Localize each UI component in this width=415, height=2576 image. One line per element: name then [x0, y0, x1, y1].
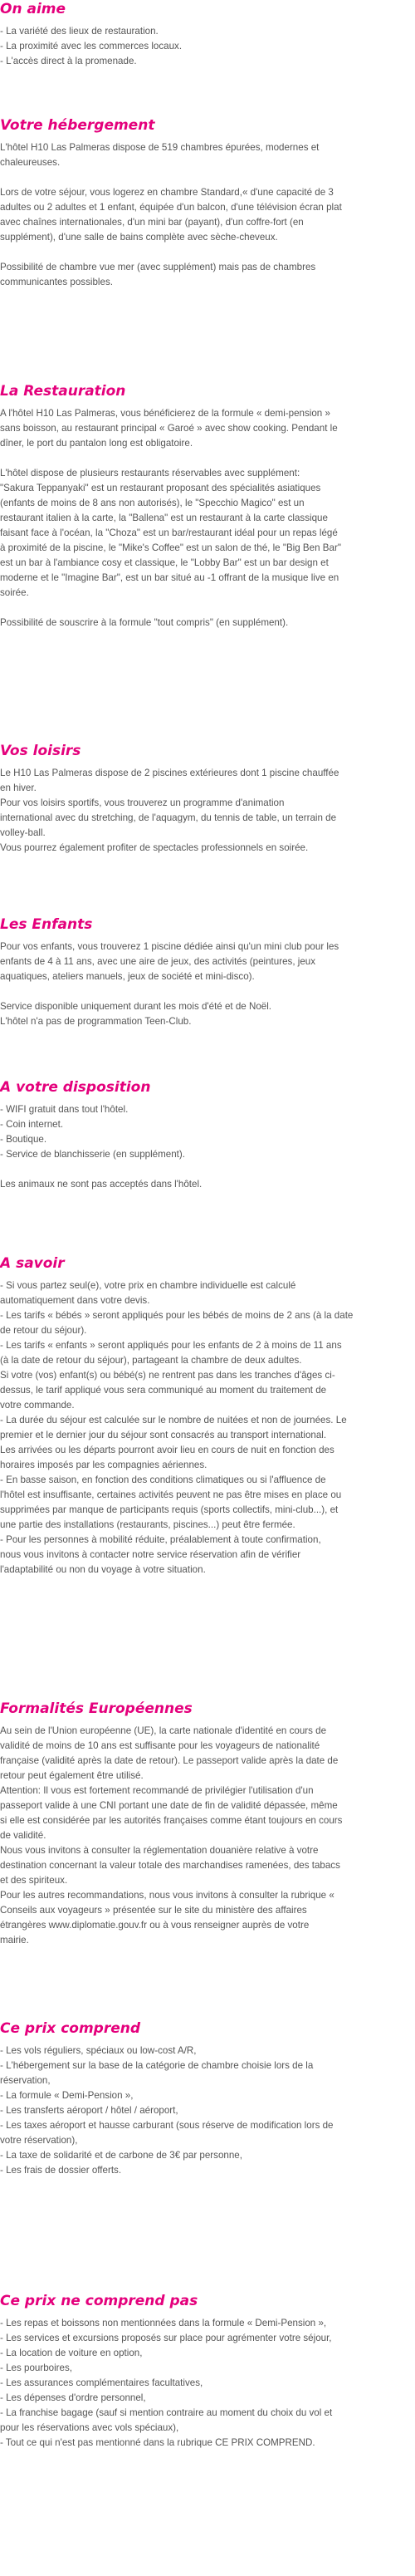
bullet-line: - Boutique. — [0, 1134, 47, 1145]
section-prix-comprend — [0, 2019, 415, 2178]
text-line: destination concernant la valeur totale des marchandises ramenées, des tabacs — [0, 1860, 340, 1871]
bullet-line: - Service de blanchisserie (en supplément). — [0, 1149, 185, 1160]
text-line: Possibilité de souscrire à la formule "tout compris" (en supplément). — [0, 617, 289, 628]
text-line: nous vous invitons à contacter notre service réservation afin de vérifier — [0, 1549, 301, 1560]
text-line: - Pour les personnes à mobilité réduite, préalablement à toute confirmation, — [0, 1534, 321, 1545]
text-line: automatiquement dans votre devis. — [0, 1295, 150, 1306]
text-line: de retour du séjour). — [0, 1325, 87, 1336]
text-line: - Les tarifs « bébés » seront appliqués pour les bébés de moins de 2 ans (à la date — [0, 1310, 354, 1321]
text-line: Pour vos enfants, vous trouverez 1 piscine dédiée ainsi qu'un mini club pour les — [0, 941, 339, 952]
section-title: A savoir — [0, 1255, 65, 1272]
section-prix-ne-comprend-pas — [0, 2292, 415, 2451]
section-title: A votre disposition — [0, 1079, 151, 1096]
bullet-line: - La taxe de solidarité et de carbone de 3€ par personne, — [0, 2150, 242, 2161]
bullet-line: - Coin internet. — [0, 1119, 64, 1130]
text-line: dîner, le port du pantalon long est obligatoire. — [0, 438, 193, 449]
text-line: adultes ou 2 adultes et 1 enfant, équipée d'un balcon, d'une télévision écran plat — [0, 202, 342, 213]
text-line: et des spiriteux. — [0, 1875, 68, 1886]
text-line: enfants de 4 à 11 ans, avec une aire de jeux, des activités (peintures, jeux — [0, 956, 316, 967]
text-line: Service disponible uniquement durant les mois d'été et de Noël. — [0, 1001, 272, 1012]
section-title: Ce prix comprend — [0, 2020, 141, 2037]
text-line: de validité. — [0, 1830, 46, 1841]
text-line: française (validité après la date de retour). Le passeport valide après la date de — [0, 1755, 339, 1766]
text-line: - En basse saison, en fonction des conditions climatiques ou si l'affluence de — [0, 1474, 326, 1485]
section-title: Les Enfants — [0, 916, 93, 933]
text-line: est un bar à l'ambiance cosy et classique, le "Lobby Bar" est un bar design et — [0, 557, 329, 568]
text-line: retour peut également être utilisé. — [0, 1770, 144, 1781]
bullet-line: - Les frais de dossier offerts. — [0, 2165, 122, 2176]
text-line: en hiver. — [0, 783, 37, 793]
text-line: validité de moins de 10 ans est suffisante pour les voyageurs de nationalité — [0, 1740, 320, 1751]
bullet-line: - Les dépenses d'ordre personnel, — [0, 2392, 146, 2403]
text-line: étrangères www.diplomatie.gouv.fr ou à vous renseigner auprès de votre — [0, 1920, 310, 1931]
text-line: à proximité de la piscine, le "Mike's Coffee" est un salon de thé, le "Big Ben Bar" — [0, 542, 341, 553]
text-line: soirée. — [0, 587, 29, 598]
bullet-line: pour les réservations avec vols spéciaux), — [0, 2422, 179, 2433]
bullet-line: - WIFI gratuit dans tout l'hôtel. — [0, 1104, 129, 1115]
bullet-line: - L'hébergement sur la base de la catégorie de chambre choisie lors de la — [0, 2060, 314, 2071]
text-line: avec chaînes internationales, d'un mini bar (payant), d'un coffre-fort (en — [0, 217, 304, 228]
text-line: Si votre (vos) enfant(s) ou bébé(s) ne rentrent pas dans les tranches d'âges ci- — [0, 1370, 335, 1381]
text-line: - Les tarifs « enfants » seront appliqués pour les enfants de 2 à moins de 11 ans — [0, 1340, 342, 1351]
text-line: (à la date de retour du séjour), partageant la chambre de deux adultes. — [0, 1355, 302, 1366]
bullet-line: - Les transferts aéroport / hôtel / aéroport, — [0, 2105, 178, 2116]
bullet-line: - La proximité avec les commerces locaux. — [0, 41, 183, 52]
bullet-line: - Les services et excursions proposés sur place pour agrémenter votre séjour, — [0, 2333, 332, 2343]
section-title: On aime — [0, 1, 66, 17]
text-line: passeport valide à une CNI portant une date de fin de validité dépassée, même — [0, 1800, 338, 1811]
text-line: L'hôtel dispose de plusieurs restaurants réservables avec supplément: — [0, 468, 300, 478]
text-line: l'hôtel est insuffisante, certaines activités peuvent ne pas être mises en place ou — [0, 1489, 342, 1500]
text-line: "Sakura Teppanyaki" est un restaurant proposant des spécialités asiatiques — [0, 483, 321, 493]
text-line: supprimées par manque de participants requis (sports collectifs, mini-club...), et — [0, 1504, 339, 1515]
section-title: Formalités Européennes — [0, 1700, 193, 1717]
bullet-line: - Les vols réguliers, spéciaux ou low-cost A/R, — [0, 2045, 197, 2056]
section-disposition — [0, 1078, 415, 1192]
section-title: Votre hébergement — [0, 117, 155, 134]
bullet-line: votre réservation), — [0, 2135, 78, 2146]
text-line: L'hôtel n'a pas de programmation Teen-Club. — [0, 1016, 192, 1027]
text-line: si elle est considérée par les autorités françaises comme étant toujours en cours — [0, 1815, 343, 1826]
bullet-line: - La formule « Demi-Pension », — [0, 2090, 134, 2101]
text-line: L'hôtel H10 Las Palmeras dispose de 519 chambres épurées, modernes et — [0, 142, 320, 153]
bullet-line: - La location de voiture en option, — [0, 2348, 143, 2358]
text-line: A l'hôtel H10 Las Palmeras, vous bénéficierez de la formule « demi-pension » — [0, 408, 330, 419]
bullet-line: - La variété des lieux de restauration. — [0, 26, 159, 37]
text-line: chaleureuses. — [0, 157, 61, 168]
section-hebergement — [0, 116, 415, 290]
text-line: international avec du stretching, de l'aquagym, du tennis de table, un terrain de — [0, 812, 337, 823]
text-line: communicantes possibles. — [0, 277, 113, 287]
bullet-line: - L'accès direct à la promenade. — [0, 56, 137, 66]
text-line: horaires imposés par les compagnies aériennes. — [0, 1460, 208, 1470]
section-title: Ce prix ne comprend pas — [0, 2293, 198, 2309]
bullet-line: - Les pourboires, — [0, 2363, 72, 2373]
bullet-line: - Les repas et boissons non mentionnées dans la formule « Demi-Pension », — [0, 2318, 327, 2328]
text-line: - La durée du séjour est calculée sur le nombre de nuitées et non de journées. Le — [0, 1415, 347, 1425]
text-line: premier et le dernier jour du séjour sont consacrés au transport international. — [0, 1430, 327, 1440]
text-line: Pour vos loisirs sportifs, vous trouverez un programme d'animation — [0, 797, 285, 808]
text-line: moderne et le "Imagine Bar", est un bar situé au -1 offrant de la musique live en — [0, 572, 339, 583]
section-enfants — [0, 915, 415, 1029]
section-loisirs — [0, 742, 415, 856]
section-formalites — [0, 1700, 415, 1948]
text-line: Attention: Il vous est fortement recommandé de privilégier l'utilisation d'un — [0, 1785, 314, 1796]
section-on-aime — [0, 0, 415, 69]
text-line: aquatiques, ateliers manuels, jeux de société et mini-disco). — [0, 971, 255, 982]
text-line: restaurant italien à la carte, la "Ballena" est un restaurant à la carte classique — [0, 513, 328, 523]
section-title: La Restauration — [0, 383, 126, 400]
text-line: volley-ball. — [0, 827, 46, 838]
section-title: Vos loisirs — [0, 743, 81, 759]
text-line: Vous pourrez également profiter de spectacles professionnels en soirée. — [0, 842, 309, 853]
text-line: votre commande. — [0, 1400, 75, 1411]
text-line: - Si vous partez seul(e), votre prix en chambre individuelle est calculé — [0, 1280, 296, 1291]
text-line: dessus, le tarif appliqué vous sera communiqué au moment du traitement de — [0, 1385, 327, 1396]
text-line: Les animaux ne sont pas acceptés dans l'hôtel. — [0, 1179, 203, 1190]
text-line: Pour les autres recommandations, nous vous invitons à consulter la rubrique « — [0, 1890, 334, 1901]
text-line: Les arrivées ou les départs pourront avoir lieu en cours de nuit en fonction des — [0, 1445, 334, 1455]
text-line: mairie. — [0, 1935, 29, 1945]
text-line: sans boisson, au restaurant principal « Garoé » avec show cooking. Pendant le — [0, 423, 338, 434]
section-a-savoir — [0, 1254, 415, 1577]
text-line: une partie des installations (restaurants, piscines...) peut être fermée. — [0, 1519, 295, 1530]
text-line: Le H10 Las Palmeras dispose de 2 piscines extérieures dont 1 piscine chauffée — [0, 768, 339, 778]
text-line: Au sein de l'Union européenne (UE), la carte nationale d'identité en cours de — [0, 1725, 327, 1736]
text-line: supplément), d'une salle de bains complète avec sèche-cheveux. — [0, 232, 278, 243]
text-line: Lors de votre séjour, vous logerez en chambre Standard,« d'une capacité de 3 — [0, 187, 334, 198]
text-line: (enfants de moins de 8 ans non autorisés), le "Specchio Magico" est un — [0, 498, 305, 508]
text-line: faisant face à l'océan, la "Choza" est un bar/restaurant idéal pour un repas légé — [0, 527, 338, 538]
text-line: l'adaptabilité ou non du voyage à votre situation. — [0, 1564, 206, 1575]
bullet-line: réservation, — [0, 2075, 51, 2086]
text-line: Possibilité de chambre vue mer (avec supplément) mais pas de chambres — [0, 262, 316, 272]
bullet-line: - La franchise bagage (sauf si mention contraire au moment du choix du vol et — [0, 2407, 333, 2418]
bullet-line: - Tout ce qui n'est pas mentionné dans la rubrique CE PRIX COMPREND. — [0, 2437, 315, 2448]
bullet-line: - Les assurances complémentaires facultatives, — [0, 2377, 203, 2388]
text-line: Nous vous invitons à consulter la réglementation douanière relative à votre — [0, 1845, 319, 1856]
bullet-line: - Les taxes aéroport et hausse carburant (sous réserve de modification lors de — [0, 2120, 334, 2131]
text-line: Conseils aux voyageurs » présentée sur le site du ministère des affaires — [0, 1905, 307, 1916]
section-restauration — [0, 382, 415, 631]
